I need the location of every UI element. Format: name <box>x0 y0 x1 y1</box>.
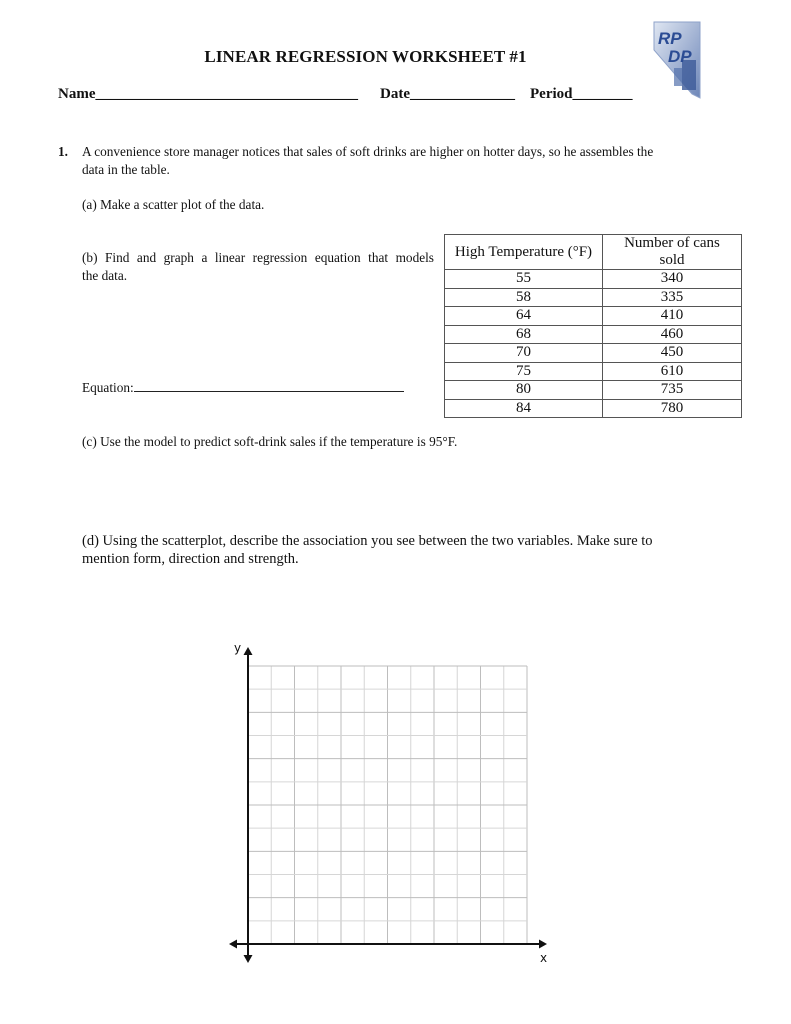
table-row <box>445 307 742 326</box>
table-row <box>445 399 742 418</box>
part-c: (c) Use the model to predict soft-drink sales if the temperature is 95°F. <box>82 434 458 449</box>
question-number: 1. <box>58 144 68 159</box>
equation-row <box>82 378 404 397</box>
part-b-line2: the data. <box>82 268 128 283</box>
y-axis-down-arrow-icon <box>244 955 253 963</box>
table-row <box>445 325 742 344</box>
cell-cans: 460 <box>603 325 742 344</box>
part-d-line1: (d) Using the scatterplot, describe the association you see between the two variables. Make sure to <box>82 533 653 549</box>
table-row <box>445 344 742 363</box>
svg-text:RP: RP <box>658 29 682 48</box>
data-table <box>444 234 742 418</box>
table-row <box>445 288 742 307</box>
cell-cans: 610 <box>603 362 742 381</box>
equation-answer-line[interactable] <box>134 378 404 392</box>
table-row <box>445 270 742 289</box>
name-field[interactable]: Name___________________________________ <box>58 86 358 102</box>
x-axis-label: x <box>540 951 548 965</box>
cell-temperature: 84 <box>445 399 603 418</box>
column-header-cans-sold: Number of cans sold <box>603 235 742 270</box>
x-axis-right-arrow-icon <box>539 940 547 949</box>
cell-temperature: 55 <box>445 270 603 289</box>
cell-temperature: 58 <box>445 288 603 307</box>
cell-temperature: 70 <box>445 344 603 363</box>
part-d-line2: mention form, direction and strength. <box>82 551 299 567</box>
y-axis-label: y <box>234 641 242 655</box>
part-b-line1: (b) Find and graph a linear regression equation that models <box>82 250 434 265</box>
x-axis-left-arrow-icon <box>229 940 237 949</box>
table-row <box>445 362 742 381</box>
table-header-row <box>445 235 742 270</box>
cell-cans: 410 <box>603 307 742 326</box>
question-intro-line1: A convenience store manager notices that sales of soft drinks are higher on hotter days, so he assembles the <box>82 144 654 159</box>
y-axis-up-arrow-icon <box>244 647 253 655</box>
cell-temperature: 68 <box>445 325 603 344</box>
part-a: (a) Make a scatter plot of the data. <box>82 197 265 212</box>
cell-cans: 340 <box>603 270 742 289</box>
table-row <box>445 381 742 400</box>
title-text: LINEAR REGRESSION WORKSHEET #1 <box>204 47 527 66</box>
equation-label: Equation: <box>82 380 134 395</box>
cell-temperature: 80 <box>445 381 603 400</box>
cell-cans: 450 <box>603 344 742 363</box>
graph-paper[interactable] <box>220 630 560 970</box>
rpdp-logo <box>652 20 702 100</box>
svg-text:DP: DP <box>668 47 692 66</box>
cell-cans: 780 <box>603 399 742 418</box>
cell-cans: 335 <box>603 288 742 307</box>
question-intro-line2: data in the table. <box>82 162 170 177</box>
coordinate-grid[interactable] <box>220 630 560 970</box>
cell-temperature: 64 <box>445 307 603 326</box>
period-field[interactable]: Period________ <box>530 86 633 102</box>
logo-icon <box>652 20 702 100</box>
column-header-temperature: High Temperature (°F) <box>445 235 603 270</box>
cell-temperature: 75 <box>445 362 603 381</box>
cell-cans: 735 <box>603 381 742 400</box>
date-field[interactable]: Date______________ <box>380 86 515 102</box>
